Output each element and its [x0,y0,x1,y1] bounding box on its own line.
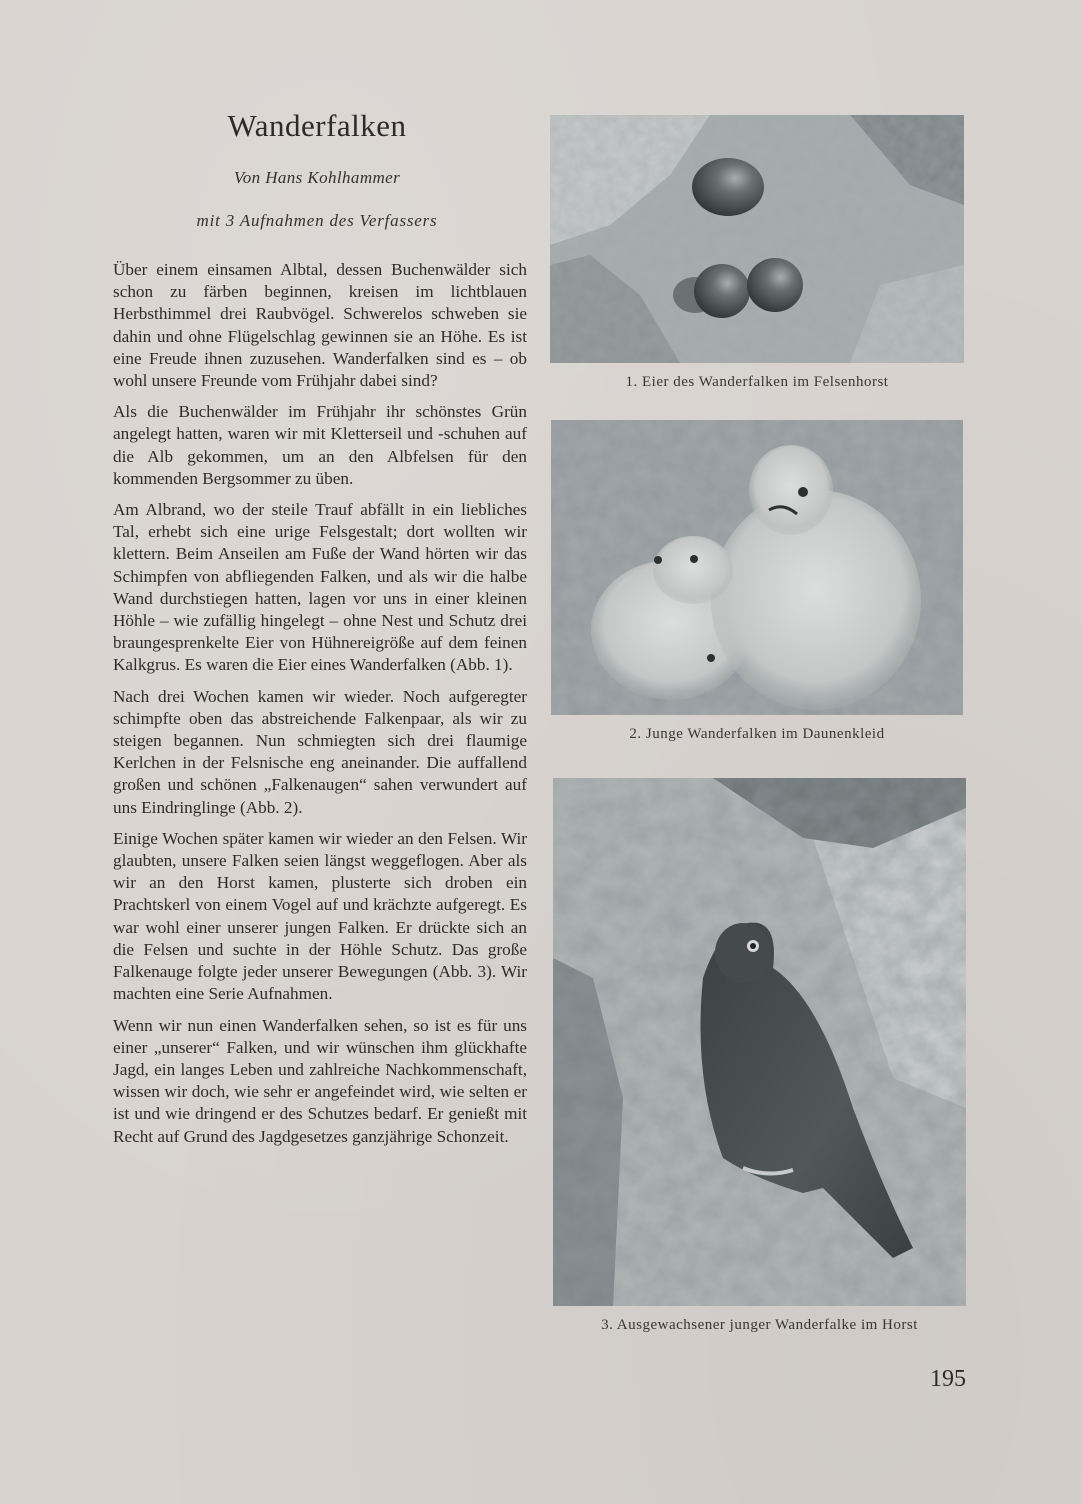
article-body [113,259,527,1157]
paragraph: Wenn wir nun einen Wanderfalken sehen, so ist es für uns einer „unserer“ Falken, und wir wünschen ihm glückhafte Jagd, ein langes Leben und zahlreiche Nachkommenschaft, wissen wir doch, wie sehr er angefeindet wird, wie selten er ist und wie dringend er des Schutzes bedarf. Er genießt mit Recht auf Grund des Jagdgesetzes ganzjährige Schonzeit. [113,1015,527,1146]
eggs-image [550,115,964,363]
article-title: Wanderfalken [227,108,407,143]
page-number: 195 [930,1366,966,1392]
falcon-image [553,778,966,1306]
chicks-image [551,420,963,715]
figure-3 [553,778,966,1334]
egg [692,158,764,216]
author-byline: Von Hans Kohlhammer [233,168,401,187]
paragraph: Nach drei Wochen kamen wir wieder. Noch aufgeregter schimpfte oben das abstreichende Falkenpaar, als wir zu steigen begannen. Nun schmiegten sich drei flaumige Kerlchen in der Felsnische eng aneinander. Die auffallend großen und schönen „Falkenaugen“ sahen verwundert auf uns Eindringlinge (Abb. 2). [113,686,527,817]
paragraph: Am Albrand, wo der steile Trauf abfällt in ein liebliches Tal, erhebt sich eine urige Felsgestalt; dort wollten wir klettern. Beim Anseilen am Fuße der Wand hörten wir das Schimpfen von abfliegenden Falken, und als wir die halbe Wand durchstiegen hatten, lagen vor uns in einer kleinen Höhle – wie zufällig hingelegt – ohne Nest und Schutz drei braungesprenkelte Eier von Hühnereigröße auf dem feinen Kalkgrus. Es waren die Eier eines Wanderfalken (Abb. 1). [113,500,527,675]
paragraph: Über einem einsamen Albtal, dessen Buchenwälder sich schon zu färben beginnen, kreisen im lichtblauen Herbsthimmel drei Raubvögel. Schwerelos schweben sie dahin und ohne Flügelschlag gewinnen sie an Höhe. Es ist eine Freude ihnen zuzusehen. Wanderfalken sind es – ob wohl unsere Freunde vom Frühjahr dabei sind? [113,260,527,391]
figure-1 [550,115,964,391]
figure-caption: 1. Eier des Wanderfalken im Felsenhorst [625,374,889,390]
paragraph: Als die Buchenwälder im Frühjahr ihr schönstes Grün angelegt hatten, waren wir mit Kletterseil und -schuhen auf die Alb gekommen, um an den Albfelsen für den kommenden Bergsommer zu üben. [113,402,527,488]
paragraph: Einige Wochen später kamen wir wieder an den Felsen. Wir glaubten, unsere Falken seien längst weggeflogen. Aber als wir an den Horst kamen, plusterte sich droben ein Prachtskerl von einem Vogel auf und krächzte aufgeregt. Es war wohl einer unserer jungen Falken. Er drückte sich an die Felsen und suchte in der Höhle Schutz. Das große Falkenauge folgte jeder unserer Bewegungen (Abb. 3). Wir machten eine Serie Aufnahmen. [113,828,527,1004]
figure-caption: 3. Ausgewachsener junger Wanderfalke im Horst [601,1317,918,1333]
falcon-eggs-photo [550,115,964,363]
figure-2 [551,420,963,743]
falcon-chicks-photo [551,420,963,715]
photo-credit: mit 3 Aufnahmen des Verfassers [196,211,438,230]
juvenile-falcon-photo [553,778,966,1306]
figure-caption: 2. Junge Wanderfalken im Daunenkleid [629,726,885,742]
